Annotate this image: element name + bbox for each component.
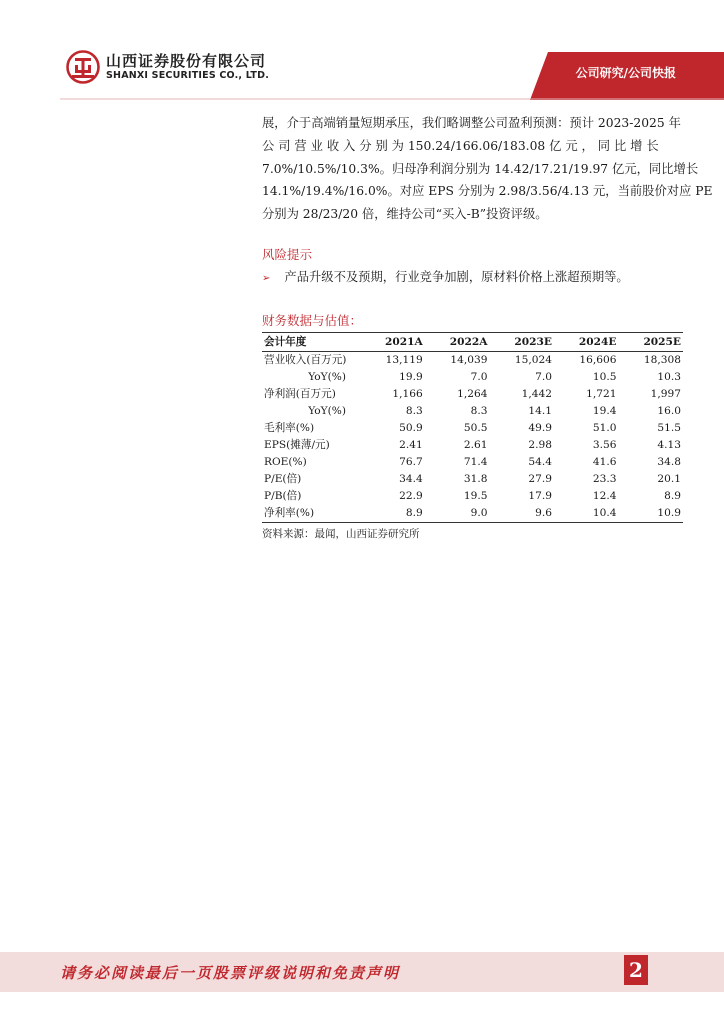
value-cell: 23.3 [592,473,617,485]
value-cell: 1,997 [650,388,681,400]
row-label-cell: 营业收入(百万元) [264,354,347,366]
table-header-row [262,333,683,352]
value-cell: 2.98 [528,439,552,451]
value-cell: 1,264 [457,388,488,400]
value-cell: 2.61 [463,439,488,451]
paragraph-line: 7.0%/10.5%/10.3%。归母净利润分别为 14.42/17.21/19.97 亿元，同比增长 [262,161,699,176]
header-year-cell: 2022A [425,333,490,352]
report-category-tag: 公司研究/公司快报 [575,66,676,80]
paragraph-line: 14.1%/19.4%/16.0%。对应 EPS 分别为 2.98/3.56/4.13 元，当前股价对应 PE [262,184,713,199]
footer-disclaimer: 请务必阅读最后一页股票评级说明和免责声明 [60,964,401,982]
table-row [262,454,683,471]
row-label-cell: YoY(%) [308,405,346,417]
table-row [262,352,683,370]
value-cell: 71.4 [463,456,488,468]
risk-section-title: 风险提示 [262,247,313,262]
value-cell: 9.6 [489,505,554,523]
header-year-cell: 2025E [618,333,683,352]
page-header [0,0,724,100]
header-label-cell: 会计年度 [262,333,360,352]
value-cell: 10.3 [657,371,681,383]
financial-table-title: 财务数据与估值： [262,313,363,328]
value-cell: 4.13 [657,439,681,451]
row-label-cell: 净利率(%) [262,505,360,523]
value-cell: 8.3 [405,405,423,417]
value-cell: 9.0 [425,505,490,523]
value-cell: 54.4 [528,456,552,468]
table-row [262,386,683,403]
value-cell: 27.9 [528,473,552,485]
row-label-cell: P/B(倍) [264,490,302,502]
page-number: 2 [624,955,648,985]
value-cell: 50.5 [463,422,488,434]
table-row [262,505,683,523]
value-cell: 41.6 [592,456,617,468]
risk-item-text: 产品升级不及预期，行业竞争加剧，原材料价格上涨超预期等。 [284,270,629,284]
value-cell: 16,606 [579,354,617,366]
table-row [262,488,683,505]
paragraph-line: 展，介于高端销量短期承压，我们略调整公司盈利预测：预计 2023-2025 年 [262,116,681,130]
value-cell: 20.1 [657,473,681,485]
value-cell: 7.0 [535,371,552,383]
row-label-cell: EPS(摊薄/元) [264,439,330,451]
table-row [262,420,683,437]
table-row [262,403,683,420]
shanxi-securities-logo [66,50,100,84]
table-row [262,437,683,454]
value-cell: 34.8 [657,456,681,468]
value-cell: 34.4 [399,473,423,485]
company-name-en: SHANXI SECURITIES CO., LTD. [106,70,270,81]
value-cell: 51.5 [657,422,681,434]
paragraph-line: 分别为 28/23/20 倍，维持公司“买入-B”投资评级。 [262,207,548,222]
value-cell: 8.9 [360,505,425,523]
value-cell: 10.5 [592,371,617,383]
forecast-paragraph [262,112,713,226]
value-cell: 50.9 [399,422,423,434]
value-cell: 1,721 [586,388,617,400]
value-cell: 1,166 [392,388,423,400]
value-cell: 19.9 [399,371,423,383]
value-cell: 14,039 [450,354,488,366]
value-cell: 17.9 [528,490,552,502]
header-year-cell: 2023E [489,333,554,352]
row-label-cell: 净利润(百万元) [264,388,336,400]
value-cell: 7.0 [470,371,488,383]
value-cell: 13,119 [385,354,423,366]
paragraph-line: 公 司 营 业 收 入 分 别 为 150.24/166.06/183.08 亿 元 ， 同 比 增 长 [262,138,659,153]
value-cell: 49.9 [528,422,552,434]
value-cell: 15,024 [514,354,552,366]
header-year-cell: 2024E [554,333,619,352]
data-source-note: 资料来源：最闻，山西证券研究所 [262,528,420,540]
value-cell: 10.4 [554,505,619,523]
financial-data-table [262,332,683,523]
risk-list-item [262,267,629,285]
value-cell: 1,442 [521,388,552,400]
value-cell: 14.1 [528,405,552,417]
row-label-cell: P/E(倍) [264,473,302,485]
value-cell: 19.5 [463,490,488,502]
arrow-bullet-icon: ➢ [262,273,271,284]
row-label-cell: ROE(%) [264,456,307,468]
header-year-cell: 2021A [360,333,425,352]
value-cell: 76.7 [399,456,423,468]
value-cell: 22.9 [399,490,423,502]
value-cell: 12.4 [592,490,617,502]
value-cell: 18,308 [643,354,681,366]
value-cell: 19.4 [592,405,617,417]
value-cell: 8.9 [664,490,681,502]
row-label-cell: YoY(%) [308,371,346,383]
value-cell: 8.3 [470,405,488,417]
value-cell: 51.0 [592,422,617,434]
value-cell: 16.0 [657,405,681,417]
table-row [262,471,683,488]
company-name-cn: 山西证券股份有限公司 [106,52,267,70]
value-cell: 2.41 [399,439,423,451]
value-cell: 31.8 [463,473,488,485]
row-label-cell: 毛利率(%) [264,422,315,434]
table-row [262,369,683,386]
value-cell: 10.9 [618,505,683,523]
value-cell: 3.56 [592,439,617,451]
